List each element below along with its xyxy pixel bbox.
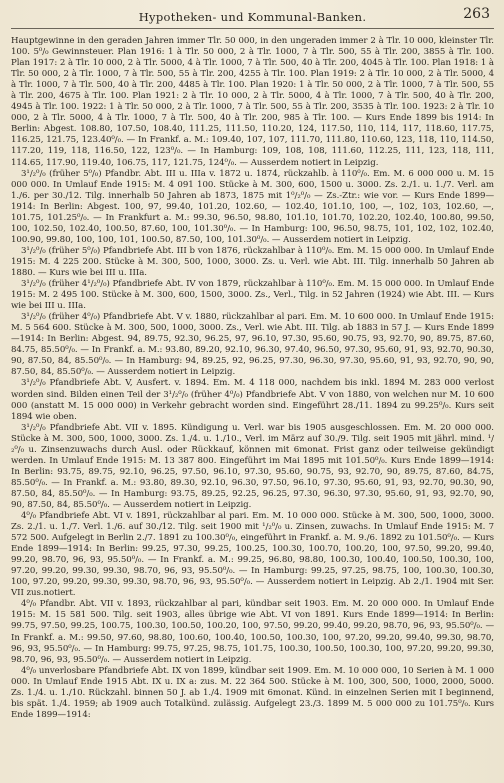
paragraph-pfandbr-abt-vi: 4⁰/₀ Pfandbriefe Abt. VI v. 1891, rückzahlbar al pari. Em. M. 10 000 000. Stücke à M. 300, 500, 1000, 3000. Zs. 2./1. u. 1./7. Verl. 1./6. auf 30./12. Tilg. seit 1900 mit ¹/₂⁰/₀ u. Zinsen, zuwachs. In Umlauf Ende 1915: M. 7 572 500. Aufgelegt in Berlin 2./7. 1891 zu 100.30⁰/₀, eingeführt in Frankf. a. M. 9./6. 1892 zu 101.50⁰/₀. — Kurs Ende 1899—1914: In Berlin: 99.25, 97.30, 99.25, 100.25, 100.30, 100.70, 100.20, 100, 97.50, 99.20, 99.40, 99.20, 98.70, 96, 93, 95.50⁰/₀. — In Frankf. a. M.: 99.25, 96.80, 98.80, 100.30, 100.40, 100.50, 100.30, 100, 97.20, 99.20, 99.30, 99.30, 98.70, 96, 93, 95.50⁰/₀. — In Hamburg: 99.25, 97.25, 98.75, 100, 100.30, 100.30, 100, 97.20, 99.20, 99.30, 99.30, 98.70, 96, 93, 95.50⁰/₀. — Ausserdem notiert in Leipzig. Ab 2./1. 1904 mit Ser. VII zus.notiert. <box>11 511 494 599</box>
paragraph-hauptgewinne: Hauptgewinne in den geraden Jahren immer Tlr. 50 000, in den ungeraden immer 2 à Tlr. 10 000, kleinster Tlr. 100. 5⁰/₀ Gewinnsteuer. Plan 1916: 1 à Tlr. 50 000, 2 à Tlr. 1000, 7 à Tlr. 500, 55 à Tlr. 200, 3855 à Tlr. 100. Plan 1917: 2 à Tlr. 10 000, 2 à Tlr. 5000, 4 à Tlr. 1000, 7 à Tlr. 500, 40 à Tlr. 200, 4045 à Tlr. 100. Plan 1918: 1 à Tlr. 50 000, 2 à Tlr. 1000, 7 à Tlr. 500, 55 à Tlr. 200, 4255 à Tlr. 100. Plan 1919: 2 à Tlr. 10 000, 2 à Tlr. 5000, 4 à Tlr. 1000, 7 à Tlr. 500, 40 à Tlr. 200, 4485 à Tlr. 100. Plan 1920: 1 à Tlr. 50 000, 2 à Tlr. 1000, 7 à Tlr. 500, 55 à Tlr. 200, 4675 à Tlr. 100. Plan 1921: 2 à Tlr. 10 000, 2 à Tlr. 5000, 4 à Tlr. 1000, 7 à Tlr. 500, 40 à Tlr. 200, 4945 à Tlr. 100. 1922: 1 à Tlr. 50 000, 2 à Tlr. 1000, 7 à Tlr. 500, 55 à Tlr. 200, 3535 à Tlr. 100. 1923: 2 à Tlr. 10 000, 2 à Tlr. 5000, 4 à Tlr. 1000, 7 à Tlr. 500, 40 à Tlr. 200, 985 à Tlr. 100. — Kurs Ende 1899 bis 1914: In Berlin: Abgest. 108.80, 107.50, 108.40, 111.25, 111.50, 110.20, 124, 117.50, 110, 114, 117, 118.60, 117.75, 116.25, 121.75, 123.40⁰/₀. — In Frankf. a. M.: 109.40, 107, 107, 111.70, 111.80, 110.60, 123, 118, 110, 114.50, 117.20, 119, 118, 116.50, 122, 123⁰/₀. — In Hamburg: 109, 108, 108, 111.60, 112.25, 111, 123, 118, 111, 114.65, 117.90, 119.40, 106.75, 117, 121.75, 124⁰/₀. — Ausserdem notiert in Leipzig. <box>11 36 494 168</box>
running-head <box>11 6 494 29</box>
page-number: 263 <box>463 6 490 22</box>
paragraph-pfandbr-abt-iv: 3¹/₂⁰/₀ (früher 4¹/₂⁰/₀) Pfandbriefe Abt. IV von 1879, rückzahlbar à 110⁰/₀. Em. M. 15 000 000. In Umlauf Ende 1915: M. 2 495 100. Stücke à M. 300, 600, 1500, 3000. Zs., Verl., Tilg. in 52 Jahren (1924) wie Abt. III. — Kurs wie bei III u. IIIa. <box>11 279 494 312</box>
paragraph-pfandbr-abt-ix: 4⁰/₀ unverlosbare Pfandbriefe Abt. IX von 1899, kündbar seit 1909. Em. M. 10 000 000, 10 Serien à M. 1 000 000. In Umlauf Ende 1915 Abt. IX u. IX a: zus. M. 22 364 500. Stücke à M. 100, 300, 500, 1000, 2000, 5000. Zs. 1./4. u. 1./10. Rückzahl. binnen 50 J. ab 1./4. 1909 mit 6monat. Künd. in einzelnen Serien mit I beginnend, bis spät. 1./4. 1959; ab 1909 auch Totalkünd. zulässig. Aufgelegt 23./3. 1899 M. 5 000 000 zu 101.75⁰/₀. Kurs Ende 1899—1914: <box>11 665 494 720</box>
paragraph-pfandbr-abt-v-1894: 3¹/₂⁰/₀ Pfandbriefe Abt. V, Ausfert. v. 1894. Em. M. 4 118 000, nachdem bis inkl. 1894 M. 283 000 verlost worden sind. Bilden einen Teil der 3¹/₂⁰/₀ (früher 4⁰/₀) Pfandbriefe Abt. V von 1880, von welchen nur M. 10 600 000 (anstatt M. 15 000 000) in Verkehr gebracht worden sind. Eingeführt 28./11. 1894 zu 99.25⁰/₀. Kurs seit 1894 wie oben. <box>11 378 494 422</box>
body-text <box>11 36 494 721</box>
paragraph-pfandbr-abt-iii: 3¹/₂⁰/₀ (früher 5⁰/₀) Pfandbr. Abt. III u. IIIa v. 1872 u. 1874, rückzahlb. à 110⁰/₀. Em. M. 6 000 000 u. M. 15 000 000. In Umlauf Ende 1915: M. 4 091 100. Stücke à M. 300, 600, 1500 u. 3000. Zs. 2./1. u. 1./7. Verl. am 1./6. per 30./12. Tilg. innerhalb 50 Jahren ab 1873, 1875 mit 1⁰/₂⁰/₀ — Zs.-Ztr.: wie vor. — Kurs Ende 1899—1914: In Berlin: Abgest. 100, 97, 99.40, 101.20, 102.60, — 102.40, 101.10, 100, —, 102, 103, 102.60, —, 101.75, 101.25⁰/₀. — In Frankfurt a. M.: 99.30, 96.50, 98.80, 101.10, 101.70, 102.20, 102.40, 100.80, 99.50, 100, 102.50, 102.40, 100.50, 87.60, 100, 101.30⁰/₀. — In Hamburg: 100, 96.50, 98.75, 101, 102, 102, 102.40, 100.90, 99.80, 100, 100, 101, 100.50, 87.50, 100, 101.30⁰/₀. — Ausserdem notiert in Leipzig. <box>11 168 494 245</box>
paragraph-pfandbr-abt-vii-1893: 4⁰/₀ Pfandbr. Abt. VII v. 1893, rückzahlbar al pari, kündbar seit 1903. Em. M. 20 000 000. In Umlauf Ende 1915: M. 15 581 500. Tilg. seit 1903, alles übrige wie Abt. VI von 1891. Kurs Ende 1899—1914: In Berlin: 99.75, 97.50, 99.25, 100.75, 100.30, 100.50, 100.20, 100, 97.50, 99.20, 99.40, 99.20, 98.70, 96, 93, 95.50⁰/₀. — In Frankf. a. M.: 99.50, 97.60, 98.80, 100.60, 100.40, 100.50, 100.30, 100, 97.20, 99.20, 99.40, 99.30, 98.70, 96, 93, 95.50⁰/₀. — In Hamburg: 99.75, 97.25, 98.75, 101.75, 100.30, 100.50, 100.30, 100, 97.20, 99.20, 99.30, 98.70, 96, 93, 95.50⁰/₀. — Ausserdem notiert in Leipzig. <box>11 599 494 665</box>
paragraph-pfandbr-abt-iiib: 3¹/₂⁰/₀ (früher 5⁰/₀) Pfandbriefe Abt. III b von 1876, rückzahlbar à 110⁰/₀. Em. M. 15 000 000. In Umlauf Ende 1915: M. 4 225 200. Stücke à M. 300, 500, 1000, 3000. Zs. u. Verl. wie Abt. III. Tilg. innerhalb 50 Jahren ab 1880. — Kurs wie bei III u. IIIa. <box>11 245 494 278</box>
paragraph-pfandbr-abt-vii-1895: 3¹/₂⁰/₀ Pfandbriefe Abt. VII v. 1895. Kündigung u. Verl. war bis 1905 ausgeschlossen. Em. M. 20 000 000. Stücke à M. 300, 500, 1000, 3000. Zs. 1./4. u. 1./10., Verl. im März auf 30./9. Tilg. seit 1905 mit jährl. mind. ¹/₂⁰/₀ u. Zinsenzuwachs durch Ausl. oder Rückkauf, können mit 6monat. Frist ganz oder teilweise gekündigt werden. In Umlauf Ende 1915: M. 13 387 800. Eingeführt im Mai 1895 mit 101.50⁰/₀. Kurs Ende 1899—1914: In Berlin: 93.75, 89.75, 92.10, 96.25, 97.50, 96.10, 97.30, 95.60, 90.75, 93, 92.70, 90, 89.75, 87.60, 84.75, 85.50⁰/₀. — In Frankf. a. M.: 93.80, 89.30, 92.10, 96.30, 97.50, 96.10, 97.30, 95.60, 91, 93, 92.70, 90.30, 90, 87.50, 84, 85.50⁰/₀. — In Hamburg: 93.75, 89.25, 92.25, 96.25, 97.30, 96.30, 97.30, 95.60, 91, 93, 92.70, 90, 90, 87.50, 84, 85.50⁰/₀. — Ausserdem notiert in Leipzig. <box>11 422 494 510</box>
running-title: Hypotheken- und Kommunal-Banken. <box>138 10 367 24</box>
paragraph-pfandbr-abt-v: 3¹/₂⁰/₀ (früher 4⁰/₀) Pfandbriefe Abt. V v. 1880, rückzahlbar al pari. Em. M. 10 600 000. In Umlauf Ende 1915: M. 5 564 600. Stücke à M. 300, 500, 1000, 3000. Zs., Verl. wie Abt. III. Tilg. ab 1883 in 57 J. — Kurs Ende 1899—1914: In Berlin: Abgest. 94, 89.75, 92.30, 96.25, 97, 96.10, 97.30, 95.60, 90.75, 93, 92.70, 90, 89.75, 87.60, 84.75, 85.50⁰/₀. — In Frankf. a. M.: 93.80, 89.20, 92.10, 96.30, 97.40, 96.50, 97.30, 95.60, 91, 93, 92.70, 90.30, 90, 87.50, 84, 85.50⁰/₀. — In Hamburg: 94, 89.25, 92, 96.25, 97.30, 96.30, 97.30, 95.60, 91, 93, 92.70, 90, 90, 87.50, 84, 85.50⁰/₀. — Ausserdem notiert in Leipzig. <box>11 312 494 378</box>
